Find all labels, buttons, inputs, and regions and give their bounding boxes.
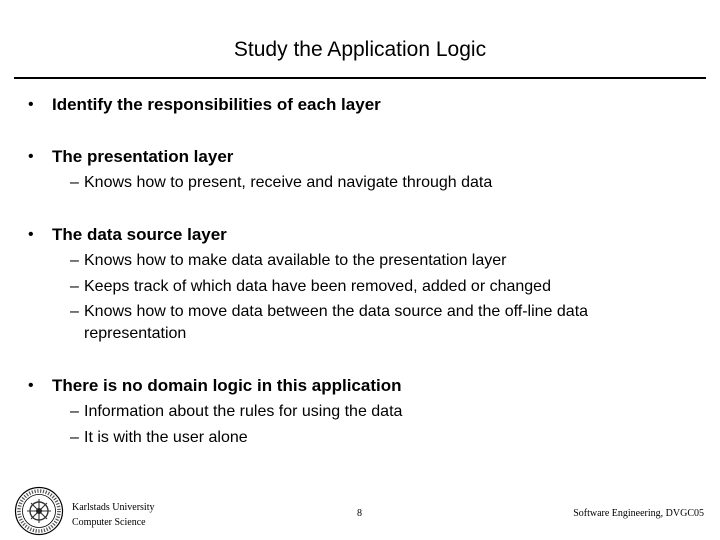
bullet-marker: • [28,226,34,243]
sub-bullet-dash: – [70,429,79,446]
sub-bullet-text: Knows how to make data available to the presentation layer [84,252,507,269]
bullet-marker: • [28,377,34,394]
page-number: 8 [357,508,362,519]
bullet-responsibilities: Identify the responsibilities of each layer [52,95,381,114]
sub-bullet-text: Keeps track of which data have been removed, added or changed [84,278,551,295]
sub-bullet-text: Knows how to present, receive and navigate through data [84,174,493,191]
bullet-presentation-layer: The presentation layer [52,147,234,166]
title-divider [14,77,706,79]
sub-bullet-dash: – [70,278,79,295]
slide-title: Study the Application Logic [233,38,487,61]
sub-bullet-text: Knows how to move data between the data source and the off-line data [84,303,589,320]
university-name: Karlstads University Computer Science [72,502,155,528]
bullet-data-source-layer: The data source layer [52,225,227,244]
sub-bullet-dash: – [70,252,79,269]
bullet-marker: • [28,148,34,165]
sub-bullet-text: Information about the rules for using the data [84,403,403,420]
bullet-marker: • [28,96,34,113]
sub-bullet-dash: – [70,403,79,420]
sub-bullet-text-continued: representation [84,325,187,342]
sub-bullet-dash: – [70,303,79,320]
sub-bullet-text: It is with the user alone [84,429,248,446]
bullet-no-domain-logic: There is no domain logic in this application [52,376,402,395]
sub-bullet-dash: – [70,174,79,191]
university-seal-icon [14,486,64,536]
course-name: Software Engineering, DVGC05 [573,508,704,519]
